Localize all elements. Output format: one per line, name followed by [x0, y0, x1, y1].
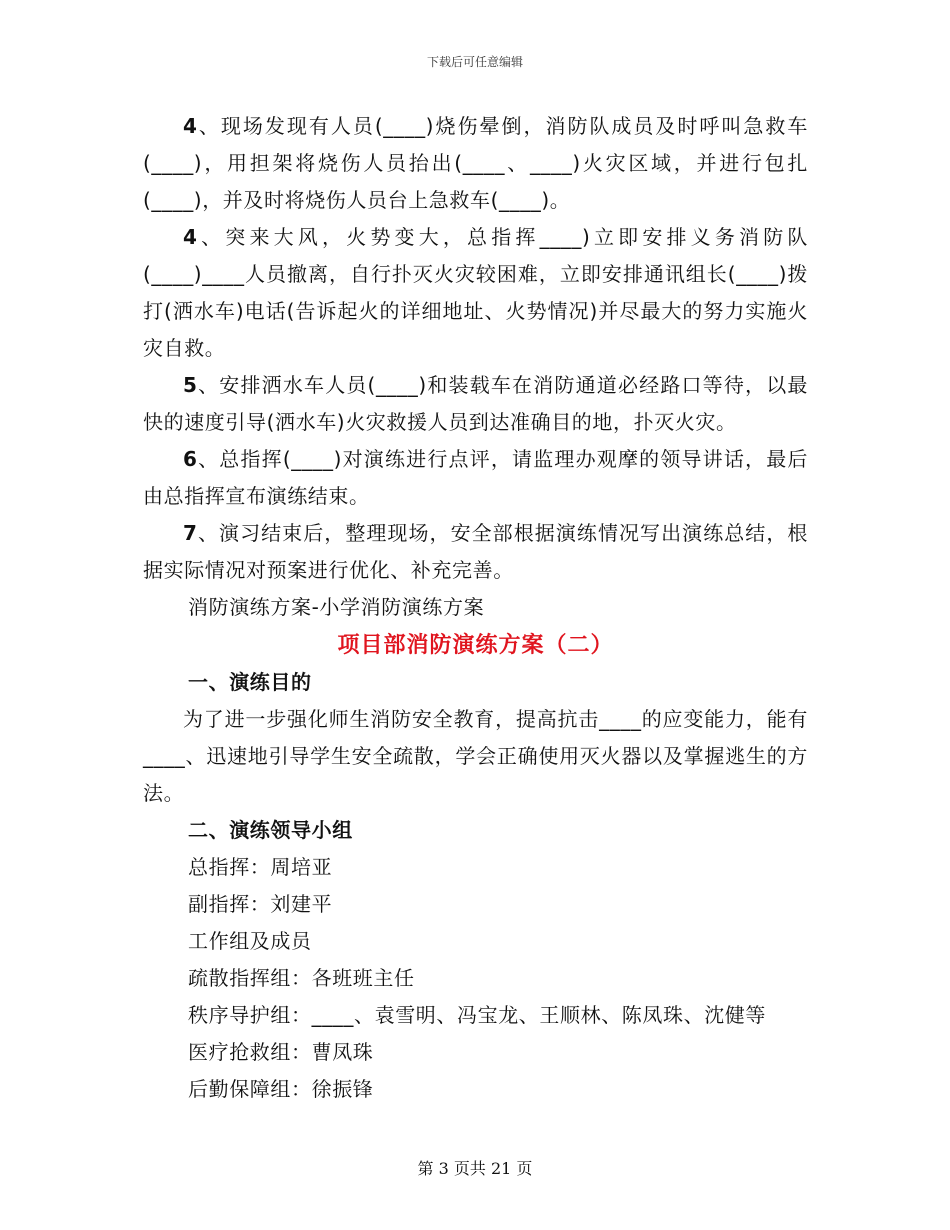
- step-number: 4: [183, 225, 198, 249]
- roster-line: 总指挥：周培亚: [188, 855, 333, 879]
- paragraph-step-7: [143, 515, 808, 589]
- paragraph-text: 、现场发现有人员(____)烧伤晕倒，消防队成员及时呼叫急救车(____)，用担架将烧伤人员抬出(____、____)火灾区域，并进行包扎(____)，并及时将烧伤人员台上急救车(____)。: [143, 114, 808, 212]
- roster-line: 后勤保障组：徐振锋: [188, 1077, 374, 1101]
- step-number: 4: [183, 114, 198, 138]
- page-header: 下载后可任意编辑: [426, 55, 523, 69]
- roster-line: 工作组及成员: [188, 929, 312, 953]
- paragraph-text: 、安排洒水车人员(____)和装载车在消防通道必经路口等待，以最快的速度引导(洒水车)火灾救援人员到达准确目的地，扑灭火灾。: [143, 373, 808, 434]
- page-footer: 第 3 页共 21 页: [417, 1159, 533, 1178]
- heading-leadership: 二、演练领导小组: [188, 818, 353, 842]
- paragraph-text: 、总指挥(____)对演练进行点评，请监理办观摩的领导讲话，最后由总指挥宣布演练结束。: [143, 447, 808, 508]
- section-title: 项目部消防演练方案（二）: [337, 633, 614, 658]
- paragraph-text: 、突来大风，火势变大，总指挥____)立即安排义务消防队(____)____人员撤离，自行扑灭火灾较困难，立即安排通讯组长(____)拨打(洒水车)电话(告诉起火的详细地址、火势情况)并尽最大的努力实施火灾自救。: [143, 225, 808, 360]
- subtitle-line: 消防演练方案-小学消防演练方案: [188, 595, 485, 619]
- step-number: 7: [183, 521, 198, 545]
- document-body: [143, 108, 808, 1108]
- roster-line: 副指挥：刘建平: [188, 892, 333, 916]
- roster-line: 秩序导护组：____、袁雪明、冯宝龙、王顺林、陈凤珠、沈健等: [188, 1003, 766, 1027]
- purpose-paragraph: 为了进一步强化师生消防安全教育，提高抗击____的应变能力，能有____、迅速地引导学生安全疏散，学会正确使用灭火器以及掌握逃生的方法。: [143, 707, 808, 805]
- paragraph-text: 、演习结束后，整理现场，安全部根据演练情况写出演练总结，根据实际情况对预案进行优化、补充完善。: [143, 521, 808, 582]
- step-number: 5: [183, 373, 198, 397]
- roster-line: 疏散指挥组：各班班主任: [188, 966, 415, 990]
- paragraph-step-4b: [143, 219, 808, 367]
- roster-line: 医疗抢救组：曹凤珠: [188, 1040, 374, 1064]
- heading-purpose: 一、演练目的: [188, 670, 312, 694]
- paragraph-step-6: [143, 441, 808, 515]
- step-number: 6: [183, 447, 198, 471]
- paragraph-step-4a: [143, 108, 808, 219]
- paragraph-step-5: [143, 367, 808, 441]
